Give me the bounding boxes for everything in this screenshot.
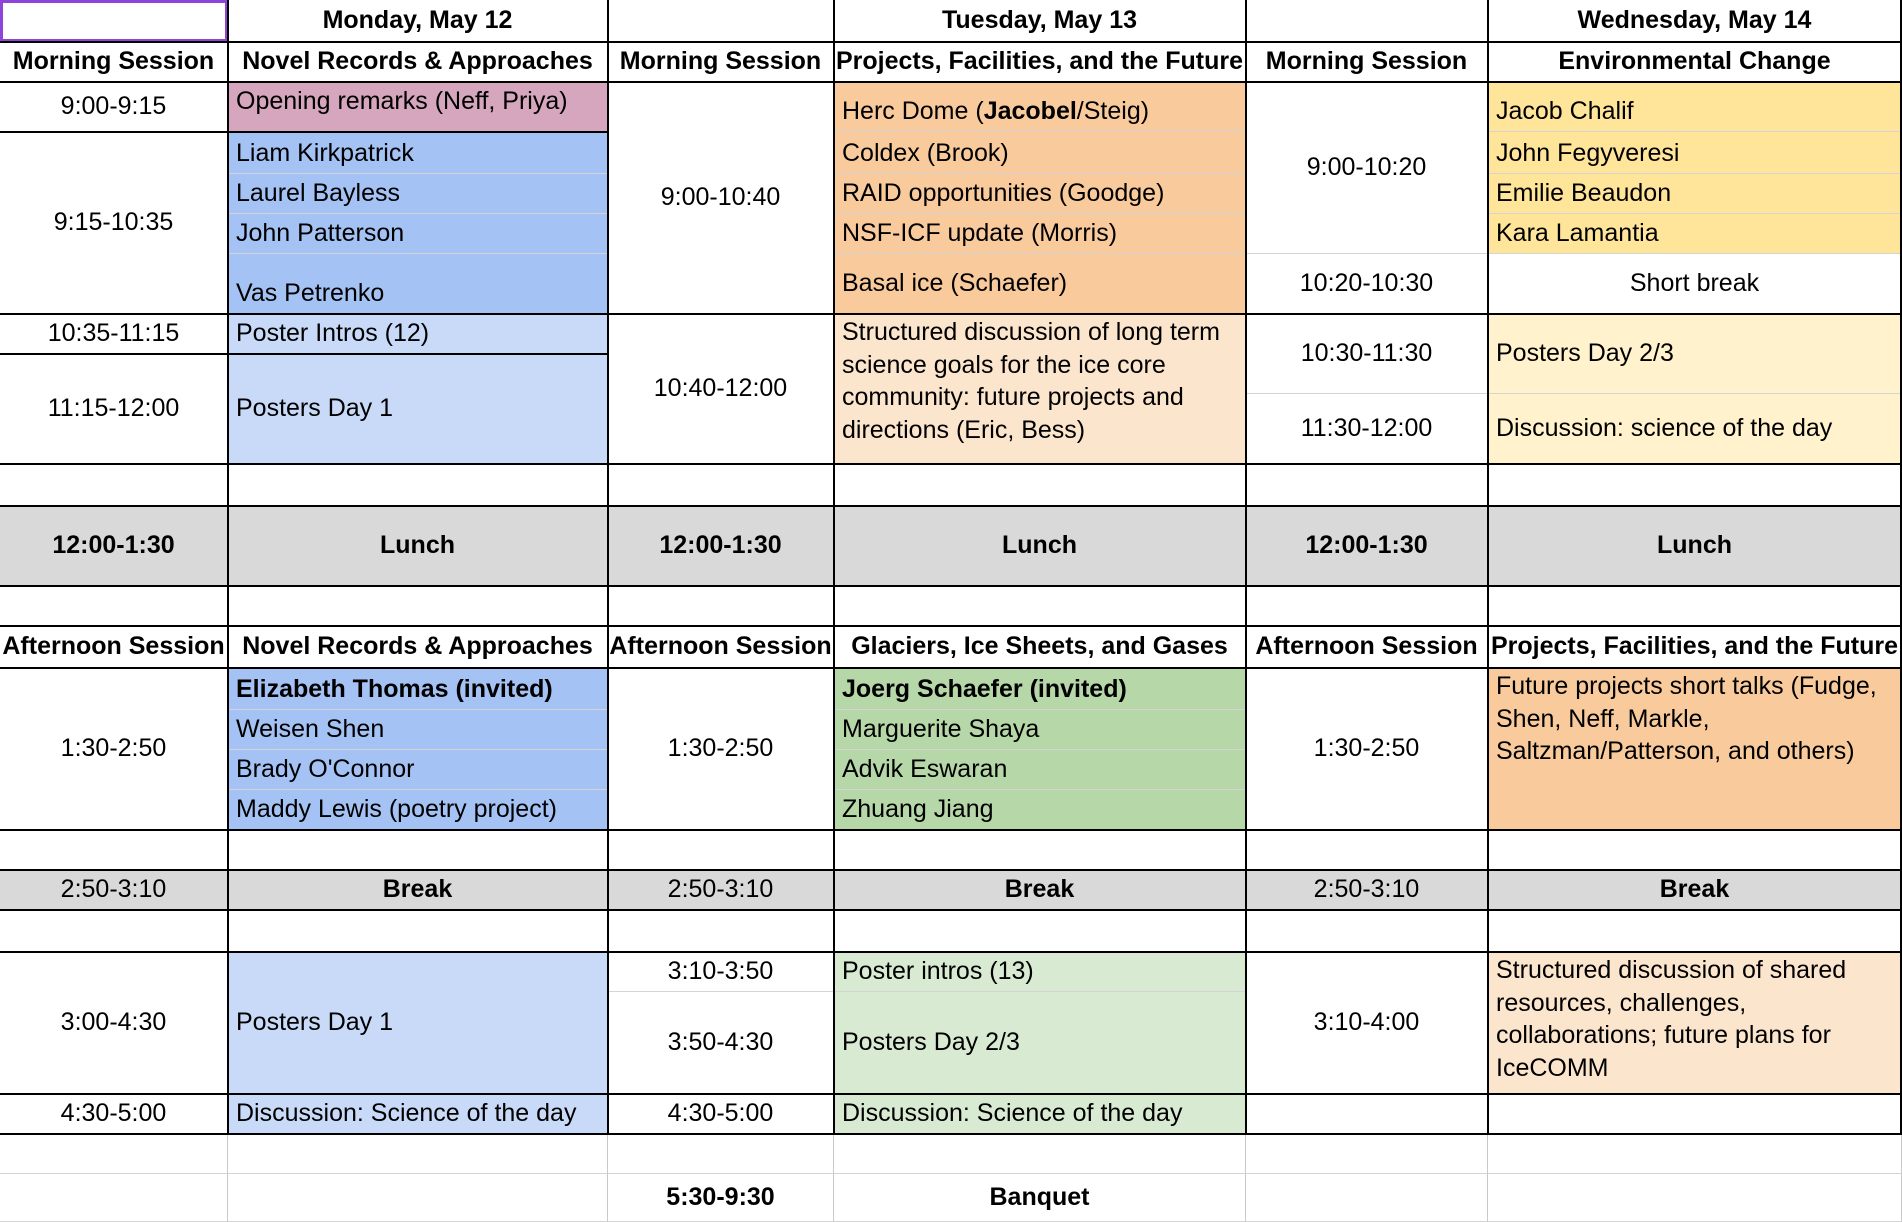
tuesday-afternoon-theme: Glaciers, Ice Sheets, and Gases: [834, 626, 1246, 668]
grid-line: [0, 909, 1902, 911]
time-cell: 10:20-10:30: [1246, 254, 1488, 314]
discussion-science-of-day: Discussion: science of the day: [1488, 394, 1902, 464]
empty-cell[interactable]: [834, 464, 1246, 506]
wednesday-morning-theme: Environmental Change: [1488, 42, 1902, 82]
break-time: 2:50-3:10: [608, 870, 834, 910]
break-label: Break: [1488, 870, 1902, 910]
talk-item: Vas Petrenko: [228, 254, 608, 314]
wednesday-afternoon-theme: Projects, Facilities, and the Future: [1488, 626, 1902, 668]
talk-item: Laurel Bayless: [228, 174, 608, 214]
talk-item: NSF-ICF update (Morris): [834, 214, 1246, 254]
time-cell: 4:30-5:00: [608, 1094, 834, 1134]
afternoon-session-label: Afternoon Session: [1246, 626, 1488, 668]
poster-intros: Poster Intros (12): [228, 314, 608, 354]
talk-text: Herc Dome (: [842, 96, 984, 125]
talk-item: Emilie Beaudon: [1488, 174, 1902, 214]
day-header-tuesday: Tuesday, May 13: [834, 0, 1246, 42]
grid-line: [0, 1133, 1902, 1135]
monday-morning-theme: Novel Records & Approaches: [228, 42, 608, 82]
lunch-label: Lunch: [1488, 506, 1902, 586]
future-projects-talks: Future projects short talks (Fudge, Shen, Neff, Markle, Saltzman/Patterson, and others): [1488, 668, 1902, 830]
talk-item-invited: Elizabeth Thomas (invited): [228, 668, 608, 710]
empty-cell[interactable]: [0, 910, 228, 952]
empty-cell[interactable]: [608, 910, 834, 952]
posters-day-1: Posters Day 1: [228, 354, 608, 464]
grid-line: [0, 1093, 1902, 1095]
short-break: Short break: [1488, 254, 1902, 314]
empty-cell[interactable]: [834, 586, 1246, 626]
time-cell: 1:30-2:50: [608, 668, 834, 830]
empty-cell[interactable]: [608, 1134, 834, 1174]
grid-line: [1487, 0, 1489, 1134]
grid-line: [0, 505, 1902, 507]
day-header-monday: Monday, May 12: [228, 0, 608, 42]
banquet-time: 5:30-9:30: [608, 1174, 834, 1222]
grid-line: [0, 869, 1902, 871]
grid-line: [227, 0, 229, 1134]
empty-cell[interactable]: [1488, 1134, 1902, 1174]
empty-cell[interactable]: [834, 910, 1246, 952]
empty-cell[interactable]: [0, 464, 228, 506]
talk-item: Kara Lamantia: [1488, 214, 1902, 254]
empty-cell[interactable]: [228, 586, 608, 626]
talk-item: [834, 82, 1246, 132]
grid-line: [833, 0, 835, 1134]
break-label: Break: [834, 870, 1246, 910]
time-cell: 1:30-2:50: [1246, 668, 1488, 830]
grid-line: [0, 951, 1902, 953]
morning-session-label: Morning Session: [608, 42, 834, 82]
empty-cell[interactable]: [1246, 0, 1488, 42]
empty-cell[interactable]: [1488, 1094, 1902, 1134]
talk-speaker-bold: Jacobel: [983, 96, 1077, 125]
empty-cell[interactable]: [1246, 830, 1488, 870]
time-cell: 4:30-5:00: [0, 1094, 228, 1134]
selected-cell[interactable]: [0, 0, 228, 42]
empty-cell[interactable]: [834, 1134, 1246, 1174]
empty-cell[interactable]: [608, 0, 834, 42]
morning-session-label: Morning Session: [0, 42, 228, 82]
tuesday-morning-theme: Projects, Facilities, and the Future: [834, 42, 1246, 82]
talk-item: Marguerite Shaya: [834, 710, 1246, 750]
time-cell: 9:00-10:20: [1246, 82, 1488, 254]
grid-line: [0, 463, 1902, 465]
talk-text: /Steig): [1076, 96, 1150, 125]
structured-discussion: Structured discussion of long term science goals for the ice core community: future projects and directions (Eric, Bess): [834, 314, 1246, 464]
grid-line: [0, 41, 1902, 43]
talk-item: Basal ice (Schaefer): [834, 254, 1246, 314]
empty-cell[interactable]: [1246, 586, 1488, 626]
empty-cell[interactable]: [1488, 1174, 1902, 1222]
grid-line: [1245, 0, 1247, 1134]
talk-item: Liam Kirkpatrick: [228, 132, 608, 174]
empty-cell[interactable]: [228, 910, 608, 952]
break-time: 2:50-3:10: [0, 870, 228, 910]
break-time: 2:50-3:10: [1246, 870, 1488, 910]
time-cell: 11:15-12:00: [0, 354, 228, 464]
talk-item: Coldex (Brook): [834, 132, 1246, 174]
empty-cell[interactable]: [1246, 1134, 1488, 1174]
empty-cell[interactable]: [228, 464, 608, 506]
talk-item: Jacob Chalif: [1488, 82, 1902, 132]
grid-line: [0, 585, 1902, 587]
morning-session-label: Morning Session: [1246, 42, 1488, 82]
day-header-wednesday: Wednesday, May 14: [1488, 0, 1902, 42]
empty-cell[interactable]: [1488, 830, 1902, 870]
posters-day-2-3: Posters Day 2/3: [834, 992, 1246, 1094]
talk-item: Weisen Shen: [228, 710, 608, 750]
empty-cell[interactable]: [608, 586, 834, 626]
afternoon-session-label: Afternoon Session: [608, 626, 834, 668]
empty-cell[interactable]: [1488, 464, 1902, 506]
time-cell: 3:10-3:50: [608, 952, 834, 992]
monday-afternoon-theme: Novel Records & Approaches: [228, 626, 608, 668]
grid-line: [607, 0, 609, 1134]
empty-cell[interactable]: [1246, 1094, 1488, 1134]
empty-cell[interactable]: [834, 830, 1246, 870]
grid-line: [0, 667, 1902, 669]
grid-line: [0, 829, 1902, 831]
break-label: Break: [228, 870, 608, 910]
empty-cell[interactable]: [228, 1174, 608, 1222]
grid-line: [0, 625, 1902, 627]
time-cell: 10:40-12:00: [608, 314, 834, 464]
discussion-science-of-day: Discussion: Science of the day: [228, 1094, 608, 1134]
grid-line: [228, 131, 608, 133]
grid-line: [0, 81, 1902, 83]
grid-line: [0, 353, 608, 355]
empty-cell[interactable]: [1488, 910, 1902, 952]
posters-day-1: Posters Day 1: [228, 952, 608, 1094]
talk-item: Zhuang Jiang: [834, 790, 1246, 830]
discussion-science-of-day: Discussion: Science of the day: [834, 1094, 1246, 1134]
lunch-label: Lunch: [834, 506, 1246, 586]
time-cell: 9:15-10:35: [0, 132, 228, 314]
lunch-time: 12:00-1:30: [1246, 506, 1488, 586]
time-cell: 3:50-4:30: [608, 992, 834, 1094]
empty-cell[interactable]: [0, 1134, 228, 1174]
talk-item: Maddy Lewis (poetry project): [228, 790, 608, 830]
structured-discussion-resources: Structured discussion of shared resources, challenges, collaborations; future plans for IceCOMM: [1488, 952, 1902, 1094]
poster-intros: Poster intros (13): [834, 952, 1246, 992]
grid-line: [0, 313, 1902, 315]
opening-remarks: Opening remarks (Neff, Priya): [228, 82, 608, 132]
banquet-label: Banquet: [834, 1174, 1246, 1222]
empty-cell[interactable]: [0, 830, 228, 870]
time-cell: 10:30-11:30: [1246, 314, 1488, 394]
empty-cell[interactable]: [1246, 910, 1488, 952]
grid-line: [0, 131, 228, 133]
lunch-label: Lunch: [228, 506, 608, 586]
time-cell: 10:35-11:15: [0, 314, 228, 354]
empty-cell[interactable]: [608, 830, 834, 870]
talk-item: Brady O'Connor: [228, 750, 608, 790]
lunch-time: 12:00-1:30: [0, 506, 228, 586]
talk-item: Advik Eswaran: [834, 750, 1246, 790]
empty-cell[interactable]: [228, 830, 608, 870]
time-cell: 9:00-10:40: [608, 82, 834, 314]
posters-day-2-3: Posters Day 2/3: [1488, 314, 1902, 394]
time-cell: 11:30-12:00: [1246, 394, 1488, 464]
time-cell: 3:00-4:30: [0, 952, 228, 1094]
empty-cell[interactable]: [608, 464, 834, 506]
talk-item-invited: Joerg Schaefer (invited): [834, 668, 1246, 710]
time-cell: 3:10-4:00: [1246, 952, 1488, 1094]
talk-item: RAID opportunities (Goodge): [834, 174, 1246, 214]
time-cell: 9:00-9:15: [0, 82, 228, 132]
empty-cell[interactable]: [0, 1174, 228, 1222]
empty-cell[interactable]: [0, 586, 228, 626]
time-cell: 1:30-2:50: [0, 668, 228, 830]
lunch-time: 12:00-1:30: [608, 506, 834, 586]
talk-item: John Patterson: [228, 214, 608, 254]
afternoon-session-label: Afternoon Session: [0, 626, 228, 668]
empty-cell[interactable]: [1488, 586, 1902, 626]
empty-cell[interactable]: [1246, 464, 1488, 506]
empty-cell[interactable]: [1246, 1174, 1488, 1222]
empty-cell[interactable]: [228, 1134, 608, 1174]
talk-item: John Fegyveresi: [1488, 132, 1902, 174]
